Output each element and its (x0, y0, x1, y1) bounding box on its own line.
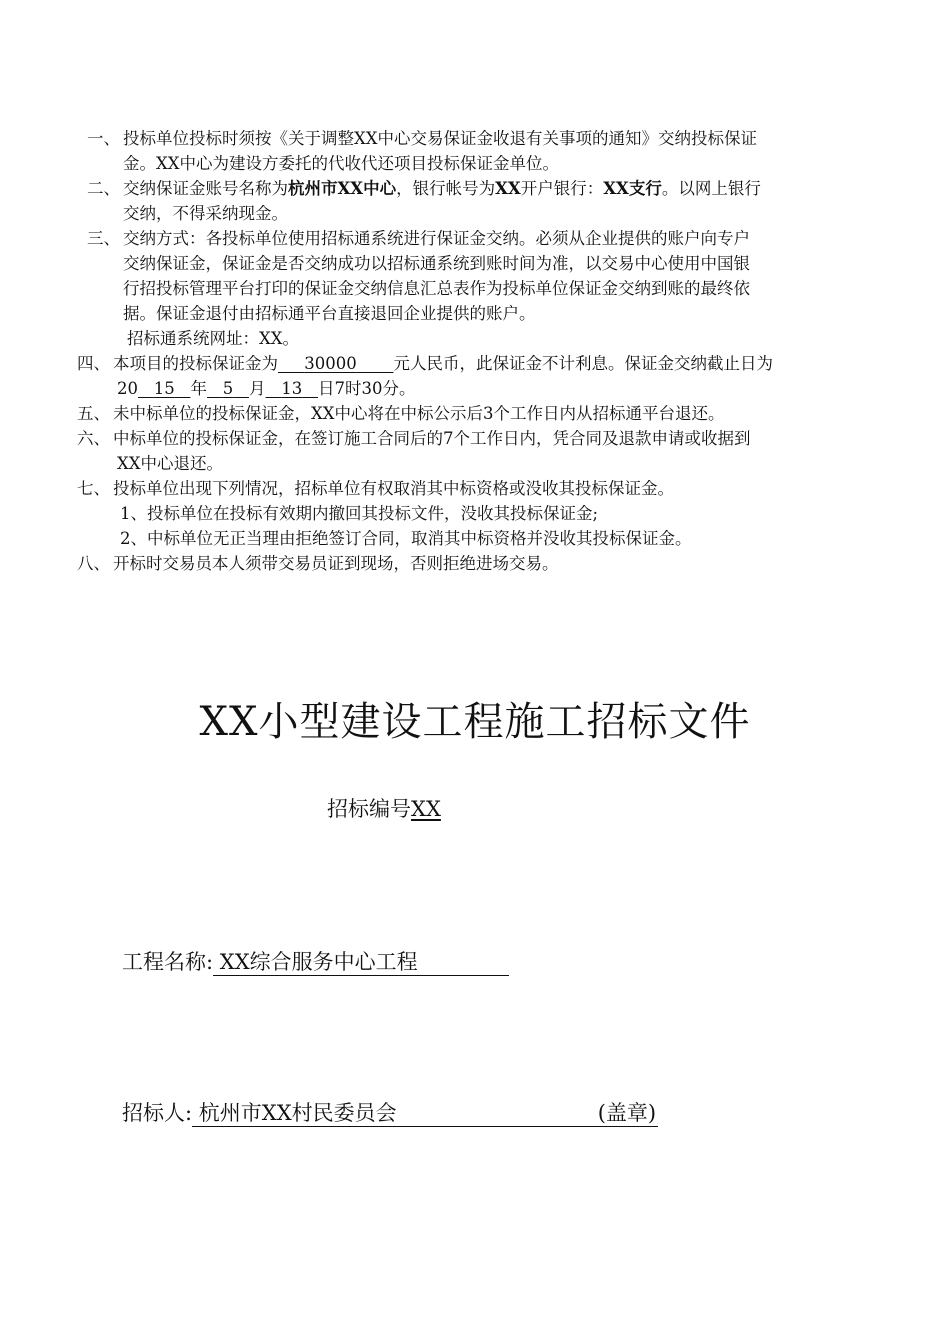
rule-2-line-1 (123, 176, 761, 201)
year-field (138, 379, 191, 398)
rule-7-item-1: 1、投标单位在投标有效期内撤回其投标文件，没收其投标保证金; (120, 504, 599, 523)
month-unit: 月 (249, 379, 266, 398)
project-name-field (213, 949, 509, 976)
project-name-value: XX综合服务中心工程 (219, 950, 418, 974)
rule-1-line-1: 投标单位投标时须按《关于调整XX中心交易保证金收退有关事项的通知》交纳投标保证 (123, 129, 757, 148)
rule-2-text: 。以网上银行 (661, 179, 761, 198)
rule-8-label: 八、 (77, 554, 110, 573)
project-name-label: 工程名称: (122, 950, 214, 974)
rule-2-text: 交纳保证金账号名称为 (123, 179, 288, 198)
rule-4-line-1 (113, 351, 773, 376)
system-url: 招标通系统网址：XX。 (127, 329, 299, 348)
rule-7-label: 七、 (77, 479, 110, 498)
tenderer-row (122, 1097, 658, 1129)
deadline-line (117, 376, 416, 401)
bid-number-label: 招标编号 (327, 797, 411, 821)
rule-3-line-2: 交纳保证金，保证金是否交纳成功以招标通系统到账时间为准，以交易中心使用中国银 (123, 254, 750, 273)
rule-6-line-1: 中标单位的投标保证金，在签订施工合同后的7个工作日内，凭合同及退款申请或收据到 (113, 429, 751, 448)
rule-7-item-2: 2、中标单位无正当理由拒绝签订合同，取消其中标资格并没收其投标保证金。 (120, 529, 692, 548)
tenderer-label: 招标人: (122, 1101, 193, 1125)
rule-4-text: 元人民币，此保证金不计利息。保证金交纳截止日为 (393, 354, 773, 373)
rule-8-line-1: 开标时交易员本人须带交易员证到现场，否则拒绝进场交易。 (113, 554, 559, 573)
year-value: 15 (153, 379, 175, 398)
rule-4-label: 四、 (77, 354, 110, 373)
rule-3-line-4: 据。保证金退付由招标通平台直接退回企业提供的账户。 (123, 304, 536, 323)
rule-3-line-1: 交纳方式：各投标单位使用招标通系统进行保证金交纳。必须从企业提供的账户向专户 (123, 229, 750, 248)
account-name: 杭州市XX中心 (288, 179, 397, 198)
rule-2-line-2: 交纳，不得采纳现金。 (123, 204, 288, 223)
day-field (266, 379, 319, 398)
account-number: XX (495, 179, 521, 198)
month-field (207, 379, 249, 398)
rule-4-text: 本项目的投标保证金为 (113, 354, 278, 373)
deadline-time: 日7时30分。 (318, 379, 416, 398)
year-unit: 年 (190, 379, 207, 398)
rule-1-line-2: 金。XX中心为建设方委托的代收代还项目投标保证金单位。 (123, 154, 559, 173)
rule-5-label: 五、 (77, 404, 110, 423)
document-title: XX小型建设工程施工招标文件 (199, 699, 751, 745)
rule-2-label: 二、 (87, 179, 120, 198)
rule-3-label: 三、 (87, 229, 120, 248)
rule-6-line-2: XX中心退还。 (117, 454, 223, 473)
tenderer-value: 杭州市XX村民委员会 (198, 1101, 397, 1125)
bid-number (327, 794, 441, 824)
rule-2-text: 开户银行： (520, 179, 604, 198)
month-value: 5 (222, 379, 234, 398)
bid-number-value: XX (411, 797, 441, 821)
year-prefix: 20 (117, 379, 138, 398)
rule-5-line-1: 未中标单位的投标保证金，XX中心将在中标公示后3个工作日内从招标通平台退还。 (113, 404, 725, 423)
rule-7-line-1: 投标单位出现下列情况，招标单位有权取消其中标资格或没收其投标保证金。 (113, 479, 674, 498)
seal-note: (盖章) (597, 1101, 657, 1125)
day-value: 13 (281, 379, 303, 398)
project-name-row (122, 946, 509, 978)
bank-name: XX支行 (603, 179, 662, 198)
deposit-amount: 30000 (304, 354, 357, 373)
rule-1-label: 一、 (87, 129, 120, 148)
tenderer-field (192, 1100, 658, 1127)
rule-2-text: ，银行帐号为 (396, 179, 496, 198)
rule-6-label: 六、 (77, 429, 110, 448)
rule-3-line-3: 行招投标管理平台打印的保证金交纳信息汇总表作为投标单位保证金交纳到账的最终依 (123, 279, 750, 298)
deposit-amount-field (278, 354, 393, 373)
